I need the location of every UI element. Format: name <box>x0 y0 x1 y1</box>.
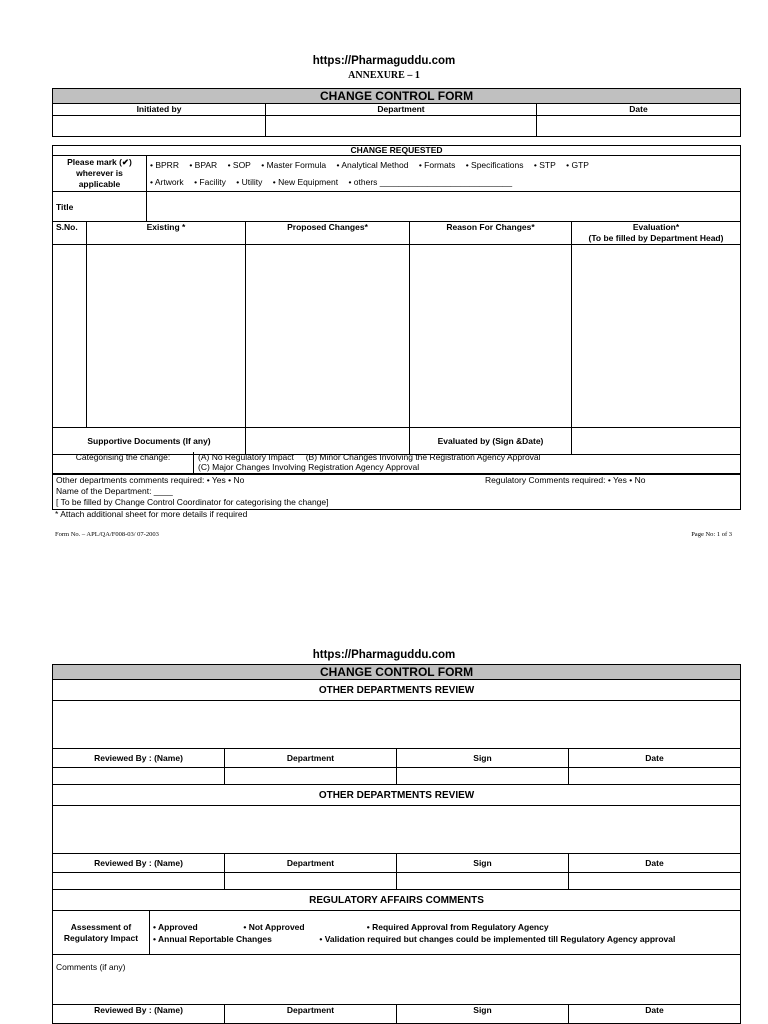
assess-validation-required[interactable]: • Validation required but changes could be implemented till Regulatory Agency approval <box>319 933 676 944</box>
option-utility[interactable]: • Utility <box>236 177 263 187</box>
reviewed-by-field-1[interactable] <box>53 768 225 785</box>
department-field[interactable] <box>266 116 537 137</box>
evaluation-cell[interactable] <box>572 245 741 428</box>
change-requested-heading: CHANGE REQUESTED <box>53 146 741 156</box>
review-sign-field-2[interactable] <box>397 873 569 890</box>
option-gtp[interactable]: • GTP <box>566 160 589 170</box>
review-department-field-1[interactable] <box>225 768 397 785</box>
supportive-docs-label: Supportive Documents (If any) <box>53 428 246 455</box>
department-label: Department <box>266 104 537 116</box>
col-proposed: Proposed Changes* <box>246 222 410 245</box>
option-master-formula[interactable]: • Master Formula <box>261 160 327 170</box>
reviewed-by-label-3: Reviewed By : (Name) <box>53 1005 225 1024</box>
name-of-department[interactable]: Name of the Department: ____ <box>56 486 173 496</box>
option-facility[interactable]: • Facility <box>194 177 226 187</box>
date-field[interactable] <box>537 116 741 137</box>
page2-form-title: CHANGE CONTROL FORM <box>53 665 741 680</box>
review-department-label-3: Department <box>225 1005 397 1024</box>
initiated-by-label: Initiated by <box>53 104 266 116</box>
assess-approved[interactable]: • Approved <box>153 921 198 932</box>
form-number: Form No. – APL/QA/F008-03/ 07-2003 <box>55 531 159 538</box>
proposed-cell[interactable] <box>246 245 410 428</box>
other-dept-review-heading-1: OTHER DEPARTMENTS REVIEW <box>53 680 741 701</box>
option-specifications[interactable]: • Specifications <box>465 160 524 170</box>
review-date-label-2: Date <box>569 854 741 873</box>
attach-note: * Attach additional sheet for more details if required <box>55 509 248 519</box>
review-sign-label-2: Sign <box>397 854 569 873</box>
comments-label: Comments (if any) <box>56 962 126 972</box>
comments-field[interactable] <box>53 955 741 1005</box>
assess-annual-reportable[interactable]: • Annual Reportable Changes <box>153 933 272 944</box>
option-bprr[interactable]: • BPRR <box>150 160 179 170</box>
option-others[interactable]: • others ____________________________ <box>348 177 513 187</box>
existing-cell[interactable] <box>87 245 246 428</box>
evaluated-by-field[interactable] <box>572 428 741 455</box>
page-number: Page No: 1 of 3 <box>691 531 732 538</box>
assessment-options <box>150 911 741 955</box>
assessment-label: Assessment of Regulatory Impact <box>53 911 150 955</box>
reviewed-by-label-1: Reviewed By : (Name) <box>53 749 225 768</box>
assess-required-approval[interactable]: • Required Approval from Regulatory Agency <box>366 921 549 932</box>
review-department-field-2[interactable] <box>225 873 397 890</box>
initiated-by-field[interactable] <box>53 116 266 137</box>
coordinator-note: [ To be filled by Change Control Coordinator for categorising the change] <box>56 497 329 507</box>
review-department-label-1: Department <box>225 749 397 768</box>
header-table <box>52 88 741 137</box>
review-sign-field-1[interactable] <box>397 768 569 785</box>
title-label: Title <box>53 192 147 222</box>
date-label: Date <box>537 104 741 116</box>
reviewed-by-label-2: Reviewed By : (Name) <box>53 854 225 873</box>
annexure-label: ANNEXURE – 1 <box>348 70 420 81</box>
col-existing: Existing * <box>87 222 246 245</box>
review-date-field-1[interactable] <box>569 768 741 785</box>
col-evaluation-title: Evaluation* <box>632 222 680 232</box>
option-formats[interactable]: • Formats <box>418 160 456 170</box>
review-date-label-3: Date <box>569 1005 741 1024</box>
col-sno: S.No. <box>53 222 87 245</box>
review-department-label-2: Department <box>225 854 397 873</box>
other-dept-review-field-2[interactable] <box>53 806 741 854</box>
supportive-docs-field[interactable] <box>246 428 410 455</box>
option-new-equipment[interactable]: • New Equipment <box>272 177 339 187</box>
option-stp[interactable]: • STP <box>533 160 556 170</box>
reviewed-by-field-2[interactable] <box>53 873 225 890</box>
col-evaluation-note: (To be filled by Department Head) <box>588 233 724 243</box>
cat-c-option[interactable]: (C) Major Changes Involving Registration Agency Approval <box>198 462 420 472</box>
title-field[interactable] <box>147 192 741 222</box>
categorising-options <box>198 452 541 472</box>
change-type-options <box>147 156 741 192</box>
review-sign-label-3: Sign <box>397 1005 569 1024</box>
comments-required-block <box>52 474 741 510</box>
categorising-block <box>52 452 741 474</box>
review-date-label-1: Date <box>569 749 741 768</box>
page2-url: https://Pharmaguddu.com <box>312 649 456 661</box>
reason-cell[interactable] <box>410 245 572 428</box>
page1-url: https://Pharmaguddu.com <box>312 55 456 67</box>
sno-cell[interactable] <box>53 245 87 428</box>
option-analytical-method[interactable]: • Analytical Method <box>336 160 409 170</box>
cat-b-option[interactable]: (B) Minor Changes Involving the Registration Agency Approval <box>305 452 541 462</box>
categorising-label: Categorising the change: <box>53 452 194 473</box>
form-title: CHANGE CONTROL FORM <box>53 89 741 104</box>
review-sign-label-1: Sign <box>397 749 569 768</box>
regulatory-comments-required[interactable]: Regulatory Comments required: • Yes • No <box>485 475 646 485</box>
other-dept-review-heading-2: OTHER DEPARTMENTS REVIEW <box>53 785 741 806</box>
cat-a-option[interactable]: (A) No Regulatory Impact <box>198 452 294 462</box>
review-date-field-2[interactable] <box>569 873 741 890</box>
regulatory-affairs-heading: REGULATORY AFFAIRS COMMENTS <box>53 890 741 911</box>
option-sop[interactable]: • SOP <box>227 160 251 170</box>
evaluated-by-label: Evaluated by (Sign &Date) <box>410 428 572 455</box>
assess-not-approved[interactable]: • Not Approved <box>243 921 305 932</box>
option-artwork[interactable]: • Artwork <box>150 177 184 187</box>
page2-table <box>52 664 741 1024</box>
other-dept-comments[interactable]: Other departments comments required: • Yes • No <box>56 475 245 485</box>
col-reason: Reason For Changes* <box>410 222 572 245</box>
other-dept-review-field-1[interactable] <box>53 701 741 749</box>
col-evaluation <box>572 222 741 245</box>
option-bpar[interactable]: • BPAR <box>189 160 218 170</box>
change-requested-table <box>52 145 741 455</box>
please-mark-label: Please mark (✔) wherever is applicable <box>53 156 147 192</box>
